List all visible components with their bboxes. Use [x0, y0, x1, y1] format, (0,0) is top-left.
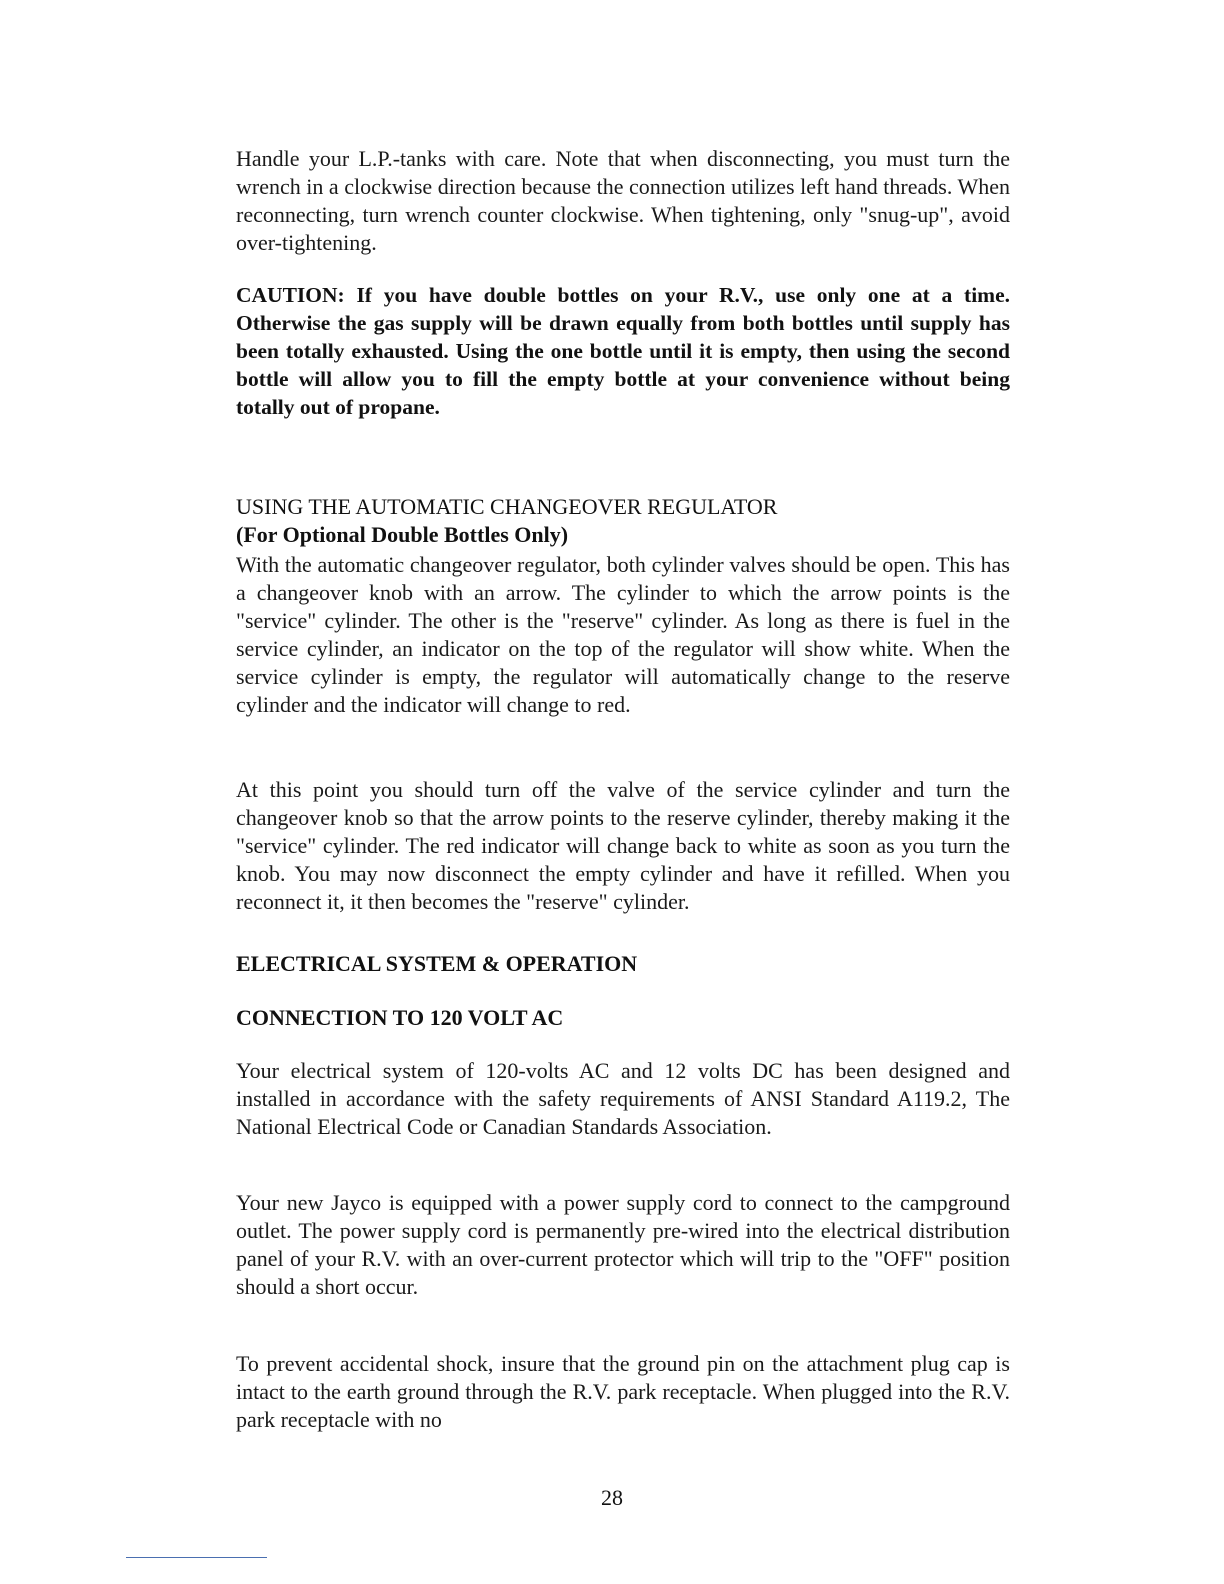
connection-subheading: CONNECTION TO 120 VOLT AC	[236, 1005, 564, 1030]
changeover-paragraph-1: With the automatic changeover regulator, both cylinder valves should be open. This has a changeover knob with an arrow. The cylinder to which the arrow points is the "service" cylinder. The other is the "reserve" cylinder. As long as there is fuel in the service cylinder, an indicator on the top of the regulator will show white. When the service cylinder is empty, the regulator will automatically change to the reserve cylinder and the indicator will change to red.	[236, 552, 1010, 717]
electrical-paragraph-3: To prevent accidental shock, insure that the ground pin on the attachment plug cap is intact to the earth ground through the R.V. park receptacle. When plugged into the R.V. park receptacle with no	[236, 1351, 1010, 1432]
electrical-heading: ELECTRICAL SYSTEM & OPERATION	[236, 951, 638, 976]
changeover-heading: USING THE AUTOMATIC CHANGEOVER REGULATOR	[236, 494, 778, 519]
footer-rule	[126, 1557, 267, 1558]
electrical-paragraph-2: Your new Jayco is equipped with a power supply cord to connect to the campground outlet. The power supply cord is permanently pre-wired into the electrical distribution panel of your R.V. with an over-current protector which will trip to the "OFF" position should a short occur.	[236, 1190, 1010, 1299]
changeover-subheading: (For Optional Double Bottles Only)	[236, 522, 569, 547]
changeover-paragraph-2: At this point you should turn off the valve of the service cylinder and turn the changeover knob so that the arrow points to the reserve cylinder, thereby making it the "service" cylinder. The red indicator will change back to white as soon as you turn the knob. You may now disconnect the empty cylinder and have it refilled. When you reconnect it, it then becomes the "reserve" cylinder.	[236, 777, 1010, 914]
lp-tanks-paragraph: Handle your L.P.-tanks with care. Note that when disconnecting, you must turn the wrench in a clockwise direction because the connection utilizes left hand threads. When reconnecting, turn wrench counter clockwise. When tightening, only "snug-up", avoid over-tightening.	[236, 146, 1010, 255]
electrical-paragraph-1: Your electrical system of 120-volts AC and 12 volts DC has been designed and installed in accordance with the safety requirements of ANSI Standard A119.2, The National Electrical Code or Canadian Standards Association.	[236, 1058, 1010, 1139]
page-number: 28	[601, 1485, 623, 1510]
caution-paragraph: CAUTION: If you have double bottles on your R.V., use only one at a time. Otherwise the gas supply will be drawn equally from both bottles until supply has been totally exhausted. Using the one bottle until it is empty, then using the second bottle will allow you to fill the empty bottle at your convenience without being totally out of propane.	[236, 283, 1010, 419]
